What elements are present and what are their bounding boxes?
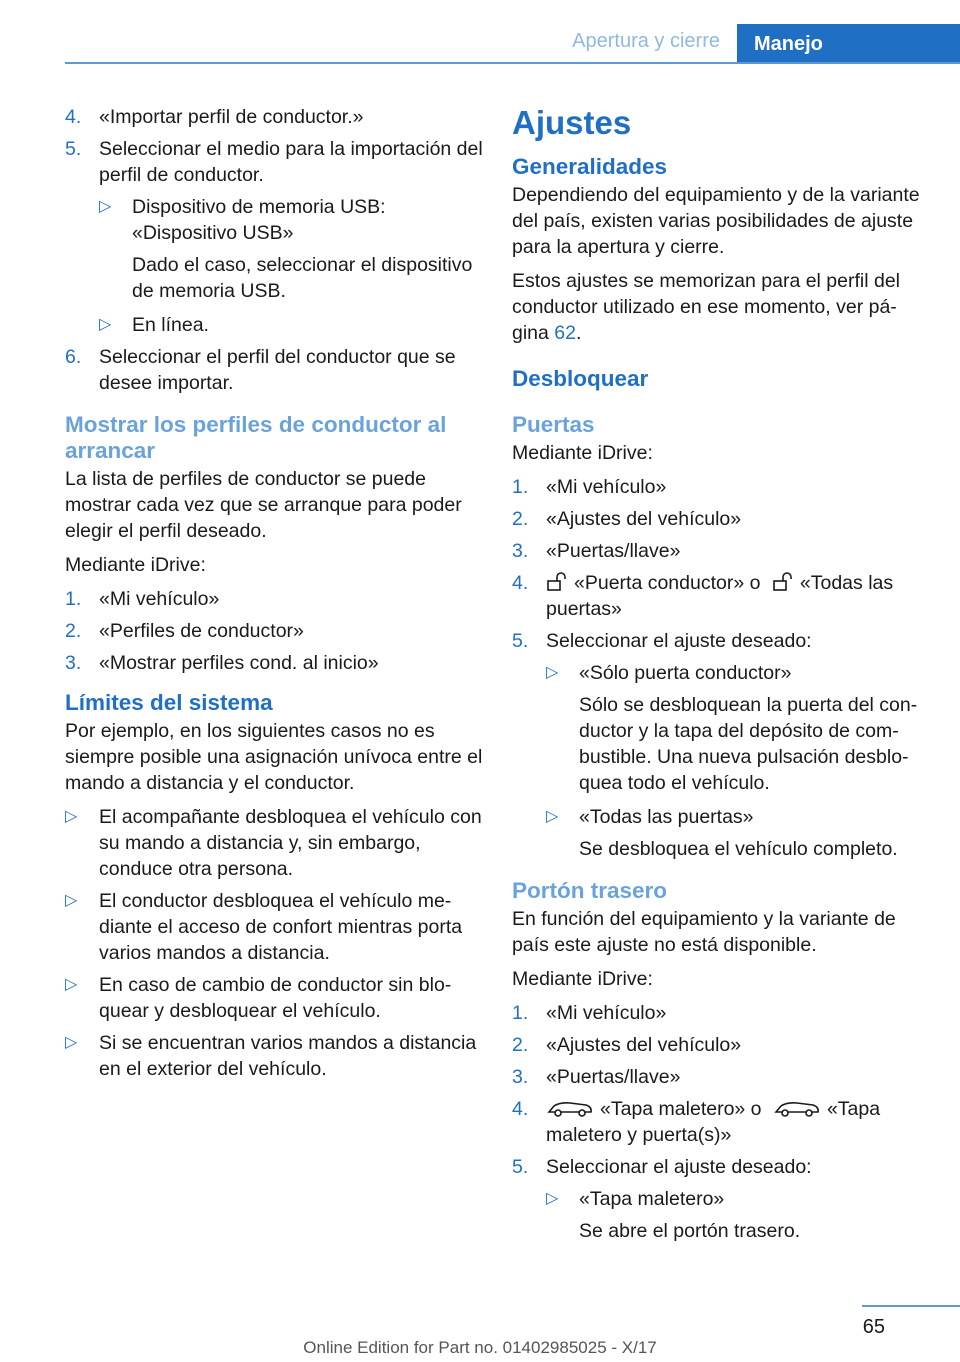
bullet-item: ▷ El acompañante desbloquea el vehículo con su mando a distancia y, sin embargo, conduce otra persona. <box>65 806 482 880</box>
list-item: 4. «Tapa maletero» o «Tapa maletero y puerta(s)» <box>512 1098 881 1146</box>
triangle-right-icon: ▷ <box>546 808 559 825</box>
section-heading: Límites del sistema <box>65 690 273 715</box>
left-column <box>65 104 483 1088</box>
paragraph: Mediante iDrive: <box>512 442 653 464</box>
car-tailgate-icon <box>773 1098 821 1118</box>
list-item: 5. Seleccionar el ajuste deseado: <box>512 1156 812 1178</box>
triangle-right-icon: ▷ <box>65 1034 78 1051</box>
paragraph: La lista de perfiles de conductor se puede mostrar cada vez que se arranque para poder elegir el perfil deseado. <box>65 468 462 542</box>
list-item: 1. «Mi vehículo» <box>65 588 220 610</box>
list-item: 1. «Mi vehículo» <box>512 1002 667 1024</box>
sub-note: Se abre el portón trasero. <box>579 1220 801 1242</box>
sub-list-item: ▷ En línea. <box>99 314 209 336</box>
triangle-right-icon: ▷ <box>99 316 112 333</box>
list-item: 6. Seleccionar el perfil del conductor que se desee importar. <box>65 346 456 394</box>
unlock-icon <box>546 572 568 592</box>
list-item: 2. «Perfiles de conductor» <box>65 620 304 642</box>
header-section-title: Apertura y cierre <box>572 30 720 52</box>
sub-note: Sólo se desbloquean la puerta del con‐ductor y la tapa del depósito de com‐bustible. Una nueva pulsación desblo‐quea todo el vehículo. <box>579 694 918 794</box>
header-rule <box>65 62 960 64</box>
triangle-right-icon: ▷ <box>65 976 78 993</box>
triangle-right-icon: ▷ <box>546 1190 559 1207</box>
sub-list-item: ▷ «Todas las puertas» <box>546 806 754 828</box>
paragraph: En función del equipamiento y la variante de país este ajuste no está disponible. <box>512 908 896 956</box>
page-number: 65 <box>862 1316 885 1338</box>
list-item: 3. «Puertas/llave» <box>512 540 681 562</box>
bullet-item: ▷ El conductor desbloquea el vehículo me‐diante el acceso de confort mientras porta varios mandos a distancia. <box>65 890 463 964</box>
right-column <box>512 104 932 1252</box>
subsection-heading: Puertas <box>512 412 595 437</box>
bullet-item: ▷ Si se encuentran varios mandos a distancia en el exterior del vehículo. <box>65 1032 477 1080</box>
footer-rule <box>862 1305 960 1307</box>
triangle-right-icon: ▷ <box>65 808 78 825</box>
page-reference-link[interactable]: 62 <box>554 322 576 344</box>
sub-list-item: ▷ Dispositivo de memoria USB: «Dispositivo USB» <box>99 196 386 244</box>
section-heading: Generalidades <box>512 154 668 179</box>
paragraph: Mediante iDrive: <box>512 968 653 990</box>
triangle-right-icon: ▷ <box>546 664 559 681</box>
paragraph: Por ejemplo, en los siguientes casos no es siempre posible una asignación unívoca entre el mando a distancia y el conductor. <box>65 720 483 794</box>
sub-note: Se desbloquea el vehículo completo. <box>579 838 898 860</box>
list-item: 5. Seleccionar el ajuste deseado: <box>512 630 812 652</box>
car-tailgate-icon <box>546 1098 594 1118</box>
paragraph: Estos ajustes se memorizan para el perfil del conductor utilizado en ese momento, ver pá‐gina 62. <box>512 270 901 344</box>
list-item: 2. «Ajustes del vehículo» <box>512 1034 742 1056</box>
list-item: 5. Seleccionar el medio para la importación del perfil de conductor. <box>65 138 483 186</box>
footer-edition-text: Online Edition for Part no. 01402985025 - X/17 <box>303 1338 657 1357</box>
unlock-icon <box>772 572 794 592</box>
header-chapter-tab: Manejo <box>737 24 960 64</box>
sub-note: Dado el caso, seleccionar el dispositivo de memoria USB. <box>132 254 473 302</box>
list-item: 4. «Importar perfil de conductor.» <box>65 106 364 128</box>
subsection-heading: Portón trasero <box>512 878 668 903</box>
sub-list-item: ▷ «Tapa maletero» <box>546 1188 725 1210</box>
bullet-item: ▷ En caso de cambio de conductor sin blo‐quear y desbloquear el vehículo. <box>65 974 452 1022</box>
list-item: 3. «Puertas/llave» <box>512 1066 681 1088</box>
chapter-heading: Ajustes <box>512 104 632 141</box>
section-heading: Desbloquear <box>512 366 649 391</box>
list-item: 3. «Mostrar perfiles cond. al inicio» <box>65 652 379 674</box>
paragraph: Dependiendo del equipamiento y de la variante del país, existen varias posibilidades de ajuste para la apertura y cierre. <box>512 184 920 258</box>
triangle-right-icon: ▷ <box>65 892 78 909</box>
list-item: 1. «Mi vehículo» <box>512 476 667 498</box>
list-item: 2. «Ajustes del vehículo» <box>512 508 742 530</box>
subsection-heading: Mostrar los perfiles de conductor al arrancar <box>65 412 447 463</box>
triangle-right-icon: ▷ <box>99 198 112 215</box>
list-item: 4. «Puerta conductor» o «Todas las puertas» <box>512 572 894 620</box>
paragraph: Mediante iDrive: <box>65 554 206 576</box>
sub-list-item: ▷ «Sólo puerta conductor» <box>546 662 792 684</box>
